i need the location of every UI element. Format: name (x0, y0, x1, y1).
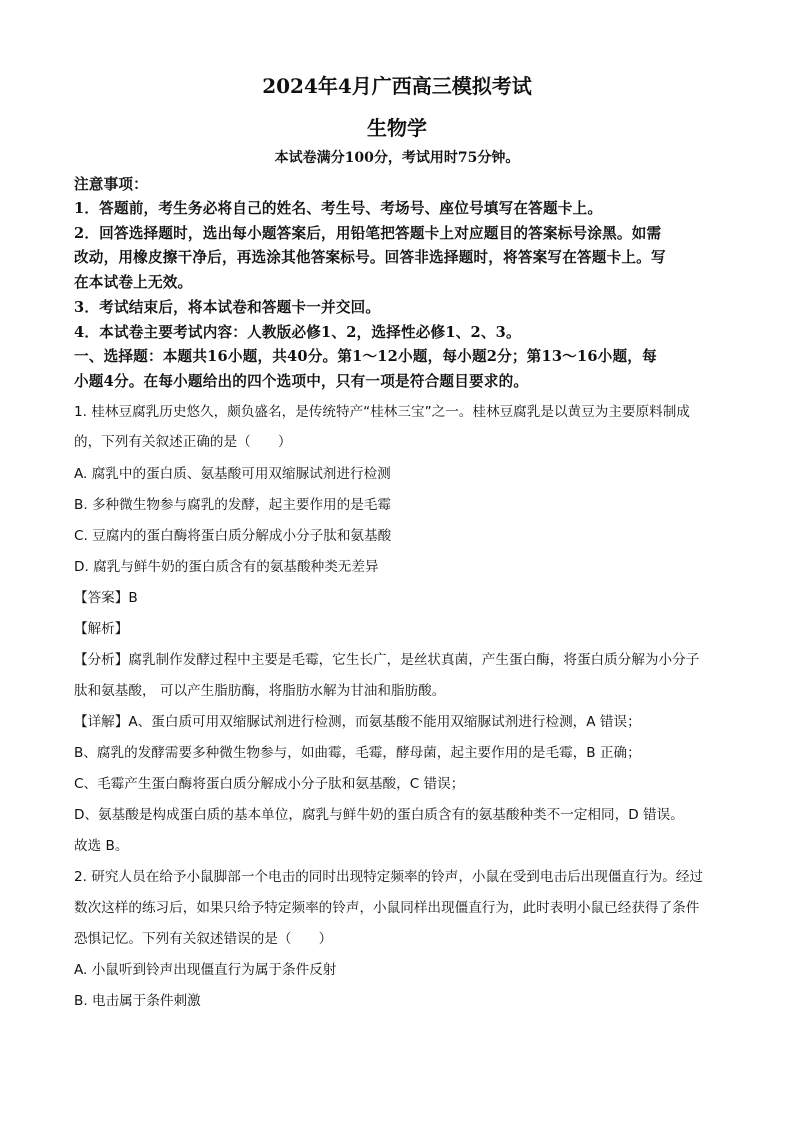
analysis-line: 肽和氨基酸， 可以产生脂肪酶，将脂肪水解为甘油和脂肪酸。 (74, 683, 446, 699)
question-stem: 恐惧记忆。下列有关叙述错误的是（ ） (74, 931, 333, 947)
analysis-line: C、毛霉产生蛋白酶将蛋白质分解成小分子肽和氨基酸，C 错误； (74, 776, 465, 792)
question-stem: 2. 研究人员在给予小鼠脚部一个电击的同时出现特定频率的铃声，小鼠在受到电击后出现僵直行为。经过 (74, 869, 704, 885)
section-heading: 小题4分。在每小题给出的四个选项中，只有一项是符合题目要求的。 (74, 373, 529, 390)
option-b: B. 多种微生物参与腐乳的发酵，起主要作用的是毛霉 (74, 497, 392, 513)
analysis-line: D、氨基酸是构成蛋白质的基本单位，腐乳与鲜牛奶的蛋白质含有的氨基酸种类不一定相同，D 错误。 (74, 807, 684, 823)
option-d: D. 腐乳与鲜牛奶的蛋白质含有的氨基酸种类无差异 (74, 559, 379, 575)
notice-line: 改动，用橡皮擦干净后，再选涂其他答案标号。回答非选择题时，将答案写在答题卡上。写 (74, 249, 666, 266)
notice-line: 在本试卷上无效。 (74, 274, 193, 291)
analysis-heading: 【解析】 (74, 621, 129, 637)
exam-title: 2024年4月广西高三模拟考试 (262, 74, 532, 98)
option-c: C. 豆腐内的蛋白酶将蛋白质分解成小分子肽和氨基酸 (74, 528, 392, 544)
analysis-line: B、腐乳的发酵需要多种微生物参与，如曲霉，毛霉，酵母菌，起主要作用的是毛霉，B 正确； (74, 745, 641, 761)
answer-label: 【答案】B (74, 590, 138, 606)
question-stem: 的，下列有关叙述正确的是（ ） (74, 434, 292, 450)
notice-line: 1．答题前，考生务必将自己的姓名、考生号、考场号、座位号填写在答题卡上。 (74, 200, 603, 217)
option-a: A. 腐乳中的蛋白质、氨基酸可用双缩脲试剂进行检测 (74, 466, 391, 482)
notice-line: 2．回答选择题时，选出每小题答案后，用铅笔把答题卡上对应题目的答案标号涂黑。如需 (74, 225, 662, 242)
question-stem: 1. 桂林豆腐乳历史悠久，颇负盛名，是传统特产“桂林三宝”之一。桂林豆腐乳是以黄豆为主要原料制成 (74, 404, 690, 420)
subject-title: 生物学 (367, 116, 427, 140)
section-heading: 一、选择题：本题共16小题，共40分。第1～12小题，每小题2分；第13～16小题，每 (74, 348, 657, 365)
analysis-line: 【分析】腐乳制作发酵过程中主要是毛霉，它生长广，是丝状真菌，产生蛋白酶，将蛋白质分解为小分子 (74, 652, 700, 668)
analysis-line: 【详解】A、蛋白质可用双缩脲试剂进行检测，而氨基酸不能用双缩脲试剂进行检测，A 错误； (74, 714, 641, 730)
analysis-line: 故选 B。 (74, 838, 129, 854)
notice-heading: 注意事项： (74, 176, 148, 193)
option-b: B. 电击属于条件刺激 (74, 993, 201, 1009)
notice-line: 4．本试卷主要考试内容：人教版必修1、2，选择性必修1、2、3。 (74, 324, 521, 341)
exam-info: 本试卷满分100分，考试用时75分钟。 (274, 150, 520, 166)
notice-line: 3．考试结束后，将本试卷和答题卡一并交回。 (74, 299, 381, 316)
question-stem: 数次这样的练习后，如果只给予特定频率的铃声，小鼠同样出现僵直行为，此时表明小鼠已经获得了条件 (74, 900, 700, 916)
option-a: A. 小鼠听到铃声出现僵直行为属于条件反射 (74, 962, 337, 978)
